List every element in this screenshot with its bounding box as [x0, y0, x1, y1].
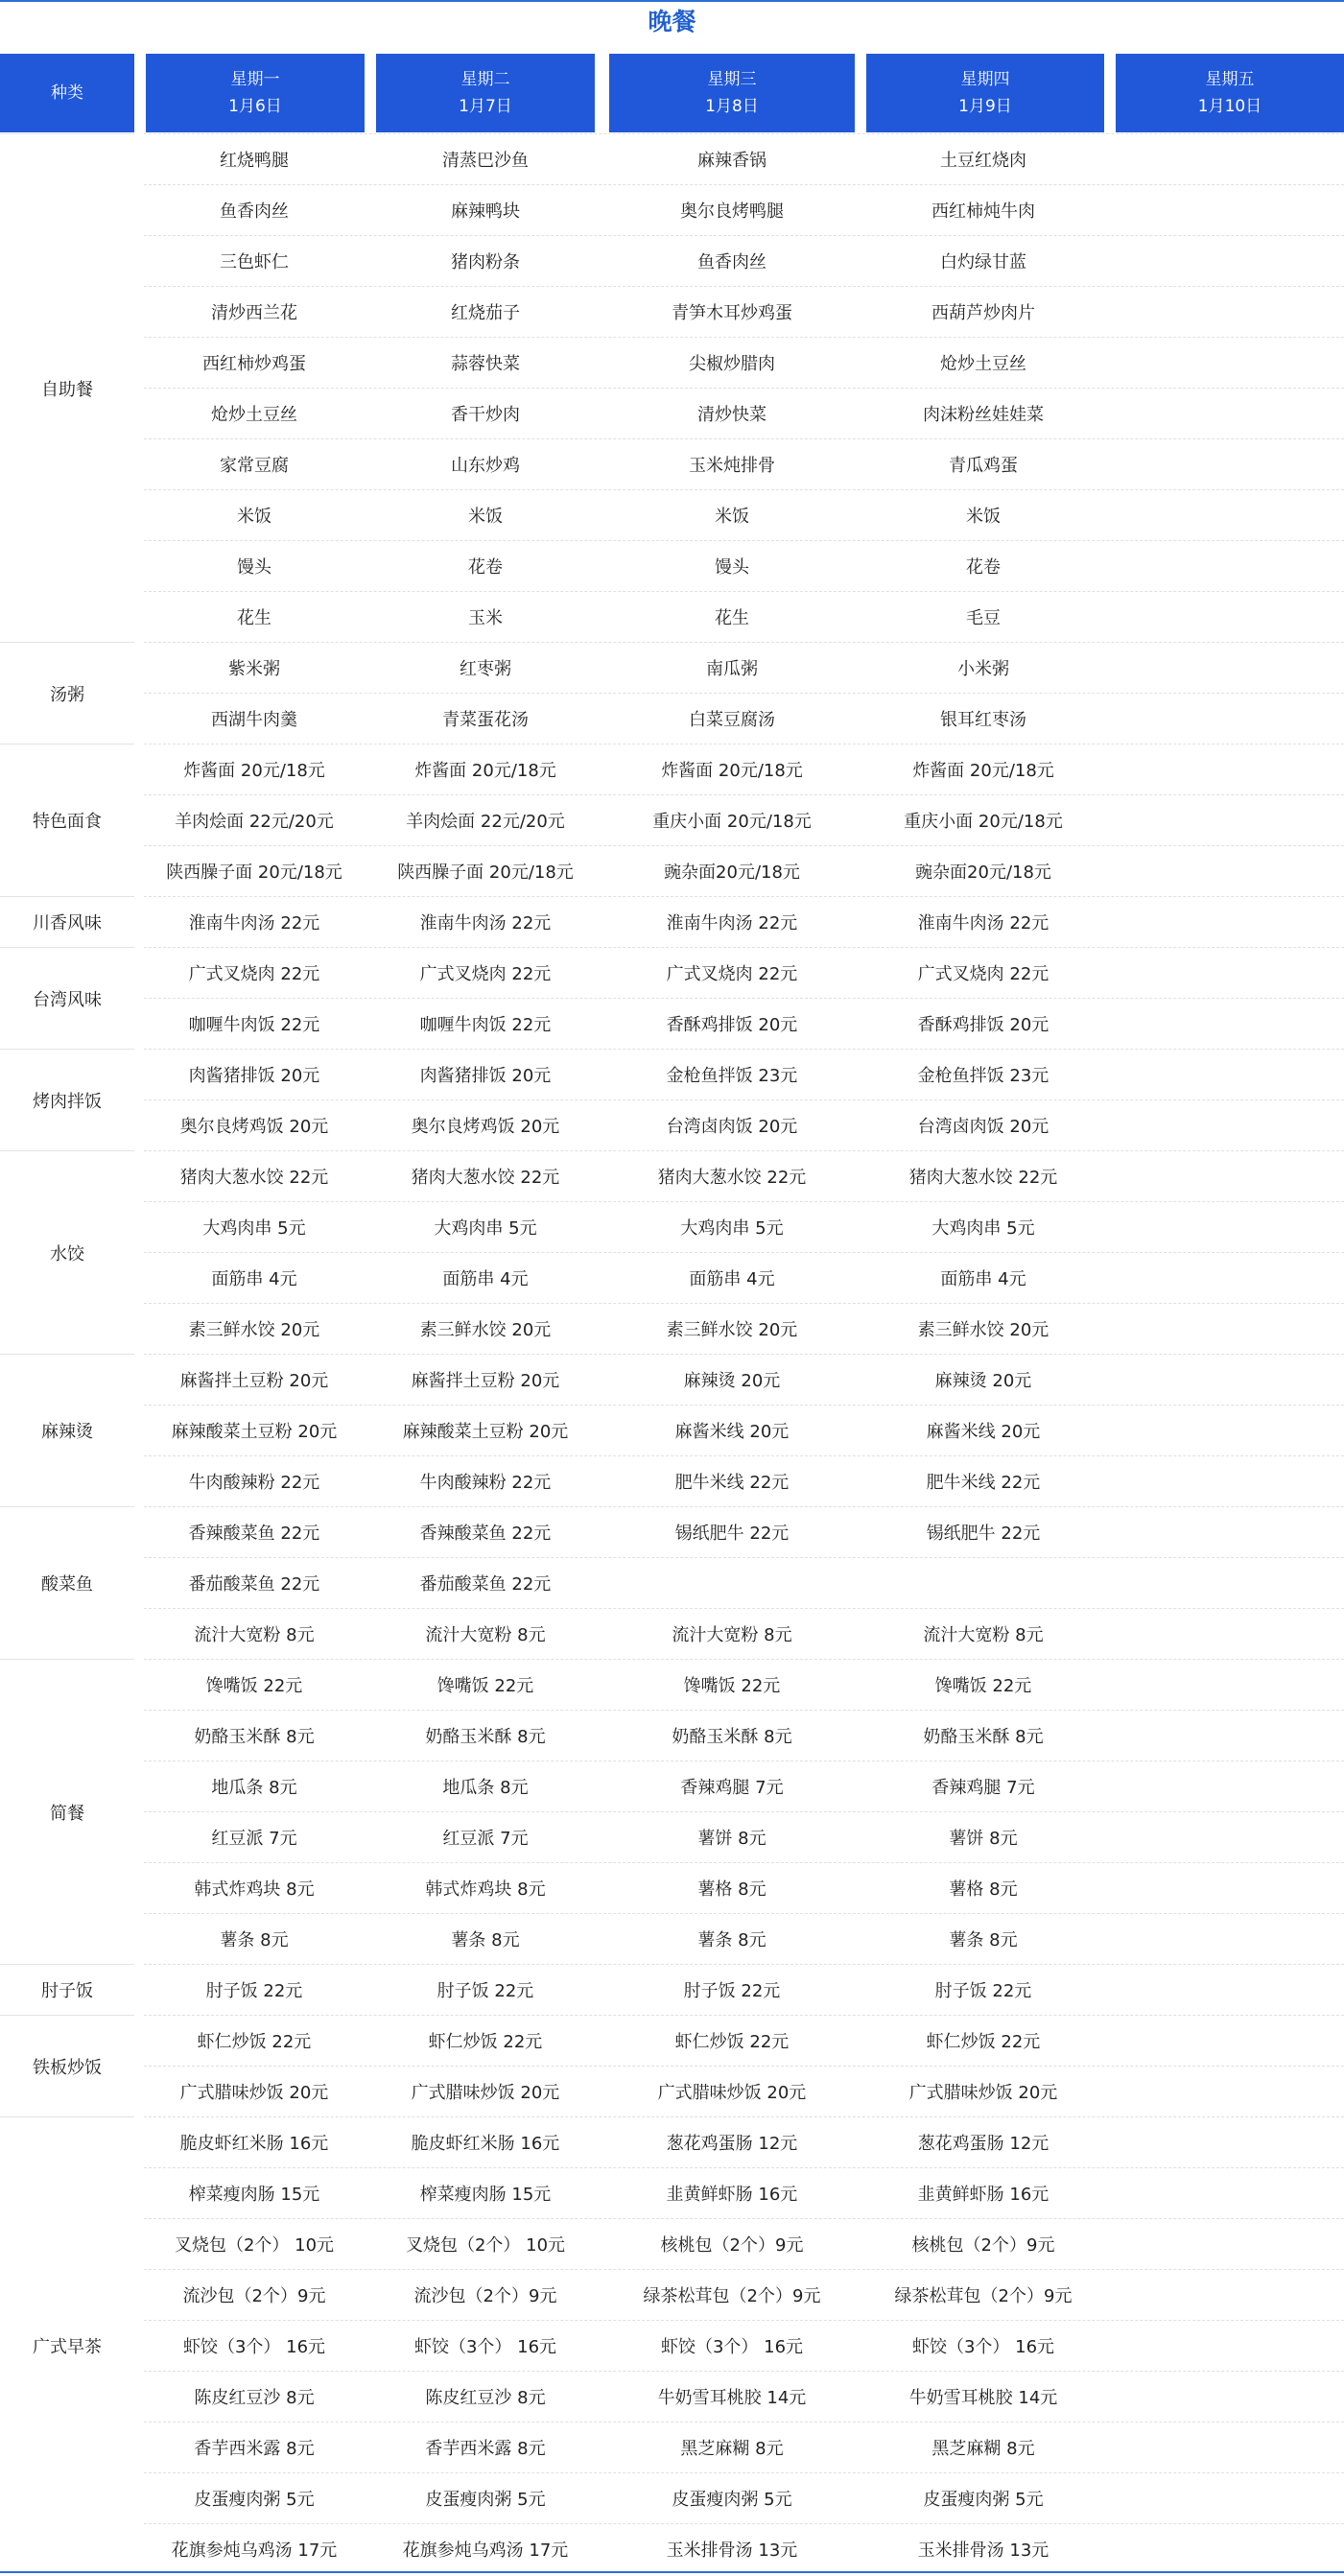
menu-item: 流汁大宽粉 8元 [923, 1624, 1044, 1645]
bottom-divider [0, 2571, 1344, 2573]
menu-item: 韩式炸鸡块 8元 [425, 1879, 546, 1900]
menu-item: 麻辣烫 20元 [934, 1370, 1032, 1391]
menu-item: 番茄酸菜鱼 22元 [419, 1573, 552, 1595]
menu-item [1105, 1049, 1344, 1099]
menu-item [1105, 388, 1344, 438]
menu-item [1105, 2472, 1344, 2523]
menu-item: 小米粥 [957, 658, 1009, 679]
menu-item [1105, 1710, 1344, 1761]
menu-item: 奥尔良烤鸭腿 [680, 201, 784, 222]
menu-item: 广式腊味炒饭 20元 [411, 2082, 560, 2103]
menu-item: 麻辣香锅 [697, 150, 766, 171]
header-date: 1月6日 [228, 97, 282, 116]
menu-item: 紫米粥 [228, 658, 280, 679]
menu-item: 大鸡肉串 5元 [434, 1217, 537, 1239]
menu-item: 清蒸巴沙鱼 [442, 150, 529, 171]
menu-item [1105, 1303, 1344, 1354]
menu-item: 尖椒炒腊肉 [689, 353, 775, 374]
menu-item: 虾仁炒饭 22元 [926, 2031, 1041, 2052]
menu-item: 红烧茄子 [451, 302, 520, 323]
menu-item: 花卷 [966, 556, 1001, 578]
menu-item: 白灼绿甘蓝 [940, 251, 1026, 272]
menu-item: 奶酪玉米酥 8元 [194, 1726, 315, 1747]
menu-item: 香辣酸菜鱼 22元 [188, 1523, 320, 1544]
menu-item [1105, 2320, 1344, 2371]
menu-item: 牛奶雪耳桃胶 14元 [908, 2387, 1058, 2408]
menu-item: 馋嘴饭 22元 [683, 1675, 781, 1696]
menu-item: 香辣鸡腿 7元 [680, 1777, 784, 1798]
menu-item: 番茄酸菜鱼 22元 [188, 1573, 320, 1595]
menu-item: 广式叉烧肉 22元 [188, 963, 320, 984]
menu-item: 山东炒鸡 [451, 455, 520, 476]
menu-item [1105, 1354, 1344, 1405]
menu-item: 广式腊味炒饭 20元 [179, 2082, 329, 2103]
menu-item: 素三鲜水饺 20元 [666, 1319, 798, 1340]
menu-item [1105, 2218, 1344, 2269]
menu-item: 地瓜条 8元 [211, 1777, 297, 1798]
menu-item: 锡纸肥牛 22元 [926, 1523, 1041, 1544]
menu-item: 土豆红烧肉 [940, 150, 1026, 171]
menu-item: 麻辣酸菜土豆粉 20元 [171, 1421, 338, 1442]
menu-item [1105, 2422, 1344, 2472]
menu-item: 台湾卤肉饭 20元 [666, 1116, 798, 1137]
menu-item: 米饭 [468, 506, 503, 527]
menu-item: 大鸡肉串 5元 [202, 1217, 306, 1239]
menu-item: 红枣粥 [460, 658, 511, 679]
menu-item: 黑芝麻糊 8元 [680, 2438, 784, 2459]
menu-item: 素三鲜水饺 20元 [917, 1319, 1049, 1340]
menu-item: 奶酪玉米酥 8元 [672, 1726, 792, 1747]
menu-item: 金枪鱼拌饭 23元 [917, 1065, 1049, 1086]
header-day-3 [609, 54, 855, 132]
header-day-1 [146, 54, 365, 132]
menu-item: 淮南牛肉汤 22元 [917, 912, 1049, 934]
menu-item: 薯格 8元 [949, 1879, 1018, 1900]
category-label: 肘子饭 [0, 1964, 134, 2015]
menu-item: 黑芝麻糊 8元 [931, 2438, 1035, 2459]
header-day-2 [376, 54, 595, 132]
menu-item: 重庆小面 20元/18元 [904, 811, 1063, 832]
menu-item: 香辣鸡腿 7元 [931, 1777, 1035, 1798]
menu-item: 陈皮红豆沙 8元 [194, 2387, 315, 2408]
menu-item: 虾仁炒饭 22元 [428, 2031, 543, 2052]
menu-item: 锡纸肥牛 22元 [674, 1523, 790, 1544]
menu-item: 猪肉粉条 [451, 251, 520, 272]
menu-item: 银耳红枣汤 [940, 709, 1026, 730]
menu-item: 虾仁炒饭 22元 [674, 2031, 790, 2052]
menu-item [1105, 286, 1344, 337]
header-weekday: 星期三 [707, 70, 757, 89]
category-label: 川香风味 [0, 896, 134, 947]
menu-item: 流汁大宽粉 8元 [425, 1624, 546, 1645]
menu-item [1105, 1506, 1344, 1557]
menu-item: 豌杂面20元/18元 [915, 862, 1051, 883]
menu-item: 麻辣酸菜土豆粉 20元 [402, 1421, 569, 1442]
menu-item [1105, 845, 1344, 896]
menu-item [1105, 2269, 1344, 2320]
menu-item: 肘子饭 22元 [683, 1980, 781, 2001]
menu-item: 素三鲜水饺 20元 [188, 1319, 320, 1340]
header-day-4 [866, 54, 1104, 132]
menu-item: 鱼香肉丝 [697, 251, 766, 272]
category-label: 简餐 [0, 1659, 134, 1964]
menu-item [1105, 896, 1344, 947]
menu-item: 麻辣烫 20元 [683, 1370, 781, 1391]
menu-item: 西湖牛肉羹 [211, 709, 297, 730]
menu-item: 奥尔良烤鸡饭 20元 [411, 1116, 560, 1137]
menu-item: 叉烧包（2个） 10元 [174, 2234, 335, 2256]
menu-item: 红豆派 7元 [211, 1828, 297, 1849]
menu-item: 肘子饭 22元 [436, 1980, 534, 2001]
menu-item: 香酥鸡排饭 20元 [666, 1014, 798, 1035]
menu-item: 淮南牛肉汤 22元 [666, 912, 798, 934]
header-weekday: 星期一 [230, 70, 280, 89]
menu-item [1105, 1761, 1344, 1811]
menu-item: 淮南牛肉汤 22元 [188, 912, 320, 934]
menu-item [1105, 1099, 1344, 1150]
header-category: 种类 [0, 54, 134, 132]
menu-item: 奶酪玉米酥 8元 [923, 1726, 1044, 1747]
menu-item: 薯条 8元 [220, 1929, 289, 1950]
header-weekday: 星期二 [460, 70, 510, 89]
menu-item: 玉米 [468, 607, 503, 628]
menu-item: 脆皮虾红米肠 16元 [411, 2133, 560, 2154]
menu-item: 皮蛋瘦肉粥 5元 [923, 2489, 1044, 2510]
menu-item [1105, 1455, 1344, 1506]
menu-item: 三色虾仁 [220, 251, 289, 272]
menu-item [1105, 947, 1344, 998]
menu-item [1105, 1659, 1344, 1710]
menu-item: 广式叉烧肉 22元 [666, 963, 798, 984]
menu-item: 面筋串 4元 [689, 1268, 775, 1289]
menu-item: 馒头 [237, 556, 271, 578]
header-date: 1月9日 [958, 97, 1012, 116]
menu-item: 麻酱米线 20元 [926, 1421, 1041, 1442]
category-label: 水饺 [0, 1150, 134, 1354]
menu-item [1105, 642, 1344, 693]
menu-item: 白菜豆腐汤 [689, 709, 775, 730]
menu-item [1105, 2015, 1344, 2066]
menu-item: 流汁大宽粉 8元 [194, 1624, 315, 1645]
menu-item: 香干炒肉 [451, 404, 520, 425]
menu-item [1105, 2371, 1344, 2422]
menu-item: 玉米排骨汤 13元 [666, 2540, 798, 2561]
menu-item: 核桃包（2个）9元 [660, 2234, 804, 2256]
menu-item: 西葫芦炒肉片 [931, 302, 1035, 323]
menu-item: 重庆小面 20元/18元 [652, 811, 812, 832]
menu-item: 炸酱面 20元/18元 [183, 760, 325, 781]
menu-item: 奶酪玉米酥 8元 [425, 1726, 546, 1747]
menu-item: 绿茶松茸包（2个）9元 [894, 2285, 1073, 2306]
menu-item: 肉沫粉丝娃娃菜 [923, 404, 1044, 425]
menu-item: 花生 [237, 607, 271, 628]
menu-item: 青瓜鸡蛋 [949, 455, 1018, 476]
menu-item: 肘子饭 22元 [934, 1980, 1032, 2001]
menu-item: 面筋串 4元 [211, 1268, 297, 1289]
menu-item: 肉酱猪排饭 20元 [419, 1065, 552, 1086]
menu-item: 广式腊味炒饭 20元 [908, 2082, 1058, 2103]
category-label: 广式早茶 [0, 2116, 134, 2574]
menu-item [1105, 489, 1344, 540]
menu-item: 薯饼 8元 [949, 1828, 1018, 1849]
menu-item: 陕西臊子面 20元/18元 [166, 862, 342, 883]
menu-item: 大鸡肉串 5元 [931, 1217, 1035, 1239]
menu-item: 猪肉大葱水饺 22元 [908, 1167, 1058, 1188]
menu-item: 地瓜条 8元 [442, 1777, 529, 1798]
menu-item [1105, 1201, 1344, 1252]
menu-item: 米饭 [237, 506, 271, 527]
menu-item [1105, 2066, 1344, 2116]
menu-item: 葱花鸡蛋肠 12元 [666, 2133, 798, 2154]
menu-item: 台湾卤肉饭 20元 [917, 1116, 1049, 1137]
menu-item [1105, 184, 1344, 235]
menu-item: 炝炒土豆丝 [211, 404, 297, 425]
menu-item [1105, 794, 1344, 845]
menu-item [1105, 1913, 1344, 1964]
menu-item: 米饭 [715, 506, 749, 527]
menu-item: 羊肉烩面 22元/20元 [175, 811, 334, 832]
menu-item: 香辣酸菜鱼 22元 [419, 1523, 552, 1544]
menu-item [1105, 1862, 1344, 1913]
menu-item: 虾饺（3个） 16元 [413, 2336, 557, 2357]
menu-item: 麻酱拌土豆粉 20元 [179, 1370, 329, 1391]
menu-item: 家常豆腐 [220, 455, 289, 476]
header-date: 1月7日 [459, 97, 512, 116]
menu-item: 肥牛米线 22元 [926, 1472, 1041, 1493]
menu-item: 薯格 8元 [697, 1879, 766, 1900]
menu-item: 牛肉酸辣粉 22元 [188, 1472, 320, 1493]
menu-item: 咖喱牛肉饭 22元 [419, 1014, 552, 1035]
menu-item: 鱼香肉丝 [220, 201, 289, 222]
menu-item [1105, 2167, 1344, 2218]
menu-item: 炸酱面 20元/18元 [912, 760, 1054, 781]
header-weekday: 星期五 [1205, 70, 1255, 89]
menu-item: 脆皮虾红米肠 16元 [179, 2133, 329, 2154]
menu-item: 流汁大宽粉 8元 [672, 1624, 792, 1645]
menu-item: 羊肉烩面 22元/20元 [406, 811, 565, 832]
menu-item: 素三鲜水饺 20元 [419, 1319, 552, 1340]
category-label: 烤肉拌饭 [0, 1049, 134, 1150]
menu-item: 皮蛋瘦肉粥 5元 [425, 2489, 546, 2510]
menu-item: 韭黄鲜虾肠 16元 [666, 2184, 798, 2205]
menu-item [1105, 1557, 1344, 1608]
menu-item: 咖喱牛肉饭 22元 [188, 1014, 320, 1035]
menu-item [1105, 235, 1344, 286]
menu-item: 猪肉大葱水饺 22元 [411, 1167, 560, 1188]
category-label: 自助餐 [0, 133, 134, 642]
menu-item: 牛肉酸辣粉 22元 [419, 1472, 552, 1493]
menu-item: 米饭 [966, 506, 1001, 527]
menu-item: 玉米排骨汤 13元 [917, 2540, 1049, 2561]
menu-item [1105, 133, 1344, 184]
menu-item [1105, 1964, 1344, 2015]
menu-item: 玉米炖排骨 [689, 455, 775, 476]
menu-item: 陕西臊子面 20元/18元 [397, 862, 574, 883]
menu-item: 广式腊味炒饭 20元 [657, 2082, 807, 2103]
menu-item [1105, 2523, 1344, 2574]
page-title: 晚餐 [0, 0, 1344, 38]
menu-item: 薯条 8元 [451, 1929, 520, 1950]
menu-item: 淮南牛肉汤 22元 [419, 912, 552, 934]
menu-item: 叉烧包（2个） 10元 [405, 2234, 566, 2256]
menu-item: 榨菜瘦肉肠 15元 [419, 2184, 552, 2205]
menu-item [1105, 438, 1344, 489]
menu-item: 核桃包（2个）9元 [911, 2234, 1055, 2256]
menu-item [1105, 1811, 1344, 1862]
menu-item: 馋嘴饭 22元 [934, 1675, 1032, 1696]
menu-item: 面筋串 4元 [442, 1268, 529, 1289]
menu-item: 西红柿炒鸡蛋 [202, 353, 306, 374]
menu-item [1105, 1252, 1344, 1303]
menu-item: 皮蛋瘦肉粥 5元 [194, 2489, 315, 2510]
category-label: 特色面食 [0, 744, 134, 896]
header-date: 1月8日 [705, 97, 759, 116]
category-label: 麻辣烫 [0, 1354, 134, 1506]
menu-item [1105, 1405, 1344, 1455]
menu-item: 广式叉烧肉 22元 [419, 963, 552, 984]
menu-item: 薯条 8元 [697, 1929, 766, 1950]
menu-item: 花旗参炖乌鸡汤 17元 [402, 2540, 569, 2561]
menu-item: 红豆派 7元 [442, 1828, 529, 1849]
header-weekday: 星期四 [960, 70, 1010, 89]
menu-item: 大鸡肉串 5元 [680, 1217, 784, 1239]
menu-item: 韩式炸鸡块 8元 [194, 1879, 315, 1900]
menu-item: 炸酱面 20元/18元 [414, 760, 556, 781]
menu-item: 馋嘴饭 22元 [436, 1675, 534, 1696]
menu-item: 虾饺（3个） 16元 [911, 2336, 1055, 2357]
menu-item: 虾饺（3个） 16元 [660, 2336, 804, 2357]
menu-item: 虾仁炒饭 22元 [197, 2031, 312, 2052]
menu-item: 流沙包（2个）9元 [182, 2285, 326, 2306]
menu-item: 炸酱面 20元/18元 [661, 760, 803, 781]
category-label: 台湾风味 [0, 947, 134, 1049]
menu-item: 广式叉烧肉 22元 [917, 963, 1049, 984]
menu-item: 西红柿炖牛肉 [931, 201, 1035, 222]
menu-item: 馋嘴饭 22元 [205, 1675, 303, 1696]
menu-item: 香酥鸡排饭 20元 [917, 1014, 1049, 1035]
category-label: 汤粥 [0, 642, 134, 744]
menu-item: 麻辣鸭块 [451, 201, 520, 222]
menu-item: 韭黄鲜虾肠 16元 [917, 2184, 1049, 2205]
menu-item [859, 1557, 1108, 1608]
menu-item: 花生 [715, 607, 749, 628]
menu-item [1105, 1150, 1344, 1201]
menu-item: 蒜蓉快菜 [451, 353, 520, 374]
menu-item [1105, 1608, 1344, 1659]
menu-item: 面筋串 4元 [940, 1268, 1026, 1289]
menu-item: 猪肉大葱水饺 22元 [657, 1167, 807, 1188]
menu-item: 青菜蛋花汤 [442, 709, 529, 730]
menu-item: 炝炒土豆丝 [940, 353, 1026, 374]
menu-item: 皮蛋瘦肉粥 5元 [672, 2489, 792, 2510]
menu-item: 奥尔良烤鸡饭 20元 [179, 1116, 329, 1137]
menu-item: 薯饼 8元 [697, 1828, 766, 1849]
menu-item [1105, 540, 1344, 591]
menu-item: 虾饺（3个） 16元 [182, 2336, 326, 2357]
menu-item: 香芋西米露 8元 [194, 2438, 315, 2459]
menu-item: 花卷 [468, 556, 503, 578]
menu-item: 麻酱拌土豆粉 20元 [411, 1370, 560, 1391]
header-date: 1月10日 [1197, 97, 1262, 116]
menu-item: 陈皮红豆沙 8元 [425, 2387, 546, 2408]
menu-item: 花旗参炖乌鸡汤 17元 [171, 2540, 338, 2561]
menu-item [1105, 693, 1344, 744]
menu-item: 馒头 [715, 556, 749, 578]
menu-item: 金枪鱼拌饭 23元 [666, 1065, 798, 1086]
menu-item [607, 1557, 857, 1608]
header-day-5 [1116, 54, 1344, 132]
menu-item: 香芋西米露 8元 [425, 2438, 546, 2459]
menu-item: 红烧鸭腿 [220, 150, 289, 171]
menu-item [1105, 591, 1344, 642]
menu-item: 榨菜瘦肉肠 15元 [188, 2184, 320, 2205]
menu-item [1105, 998, 1344, 1049]
menu-item: 葱花鸡蛋肠 12元 [917, 2133, 1049, 2154]
menu-item: 牛奶雪耳桃胶 14元 [657, 2387, 807, 2408]
menu-item: 麻酱米线 20元 [674, 1421, 790, 1442]
menu-item: 肥牛米线 22元 [674, 1472, 790, 1493]
menu-item: 肘子饭 22元 [205, 1980, 303, 2001]
category-label: 铁板炒饭 [0, 2015, 134, 2116]
menu-item: 清炒西兰花 [211, 302, 297, 323]
category-label: 酸菜鱼 [0, 1506, 134, 1659]
menu-item: 流沙包（2个）9元 [413, 2285, 557, 2306]
menu-item: 薯条 8元 [949, 1929, 1018, 1950]
menu-item: 肉酱猪排饭 20元 [188, 1065, 320, 1086]
menu-item: 青笋木耳炒鸡蛋 [672, 302, 792, 323]
menu-item: 毛豆 [966, 607, 1001, 628]
menu-item: 清炒快菜 [697, 404, 766, 425]
menu-item [1105, 744, 1344, 794]
menu-item [1105, 337, 1344, 388]
menu-item [1105, 2116, 1344, 2167]
menu-item: 绿茶松茸包（2个）9元 [643, 2285, 821, 2306]
menu-item: 豌杂面20元/18元 [664, 862, 800, 883]
menu-item: 南瓜粥 [706, 658, 758, 679]
menu-item: 猪肉大葱水饺 22元 [179, 1167, 329, 1188]
